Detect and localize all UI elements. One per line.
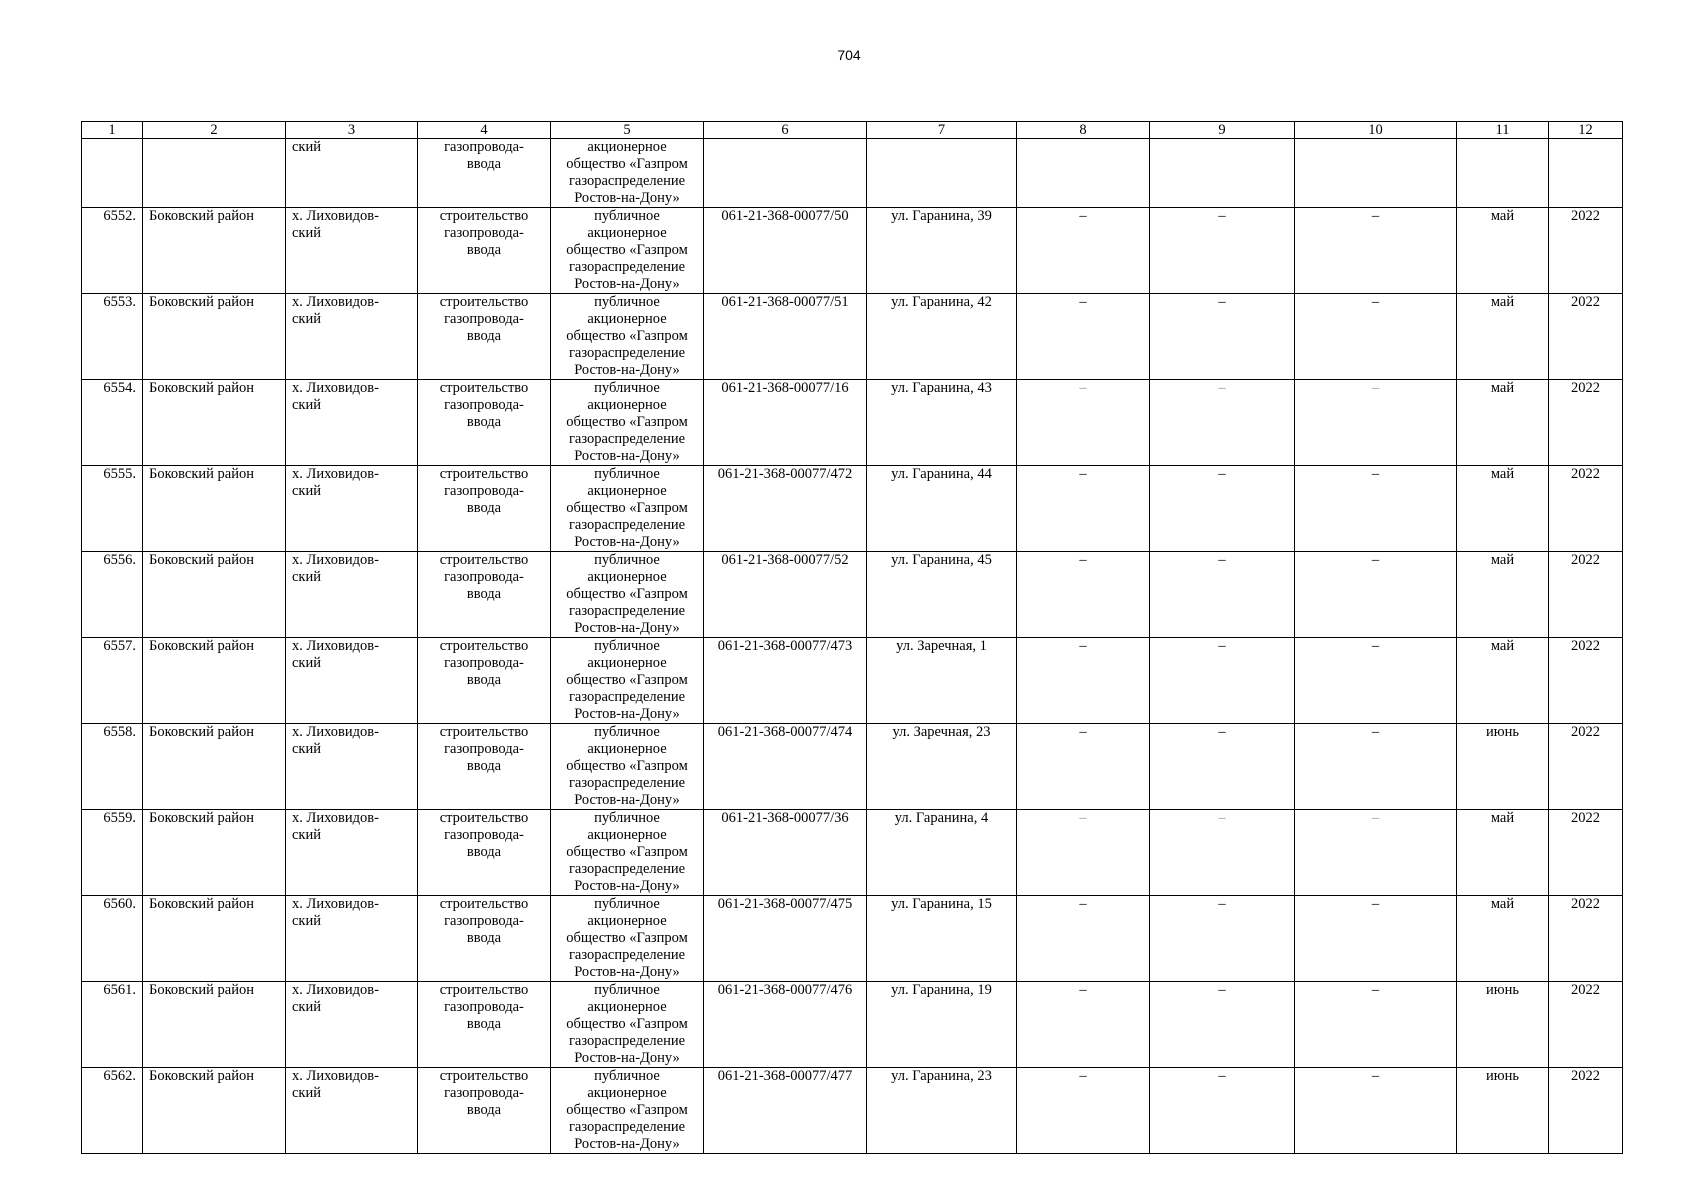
cell-work: строительство газопровода- ввода	[418, 466, 551, 552]
column-header: 12	[1549, 122, 1623, 139]
cell-district: Боковский район	[143, 294, 286, 380]
cell-locality: х. Лиховидов- ский	[286, 638, 418, 724]
cell-work: строительство газопровода- ввода	[418, 810, 551, 896]
table-row	[82, 1068, 1623, 1154]
cell-locality: х. Лиховидов- ский	[286, 724, 418, 810]
cell-col10: –	[1295, 294, 1457, 380]
cell-year: 2022	[1549, 810, 1623, 896]
cell-code: 061-21-368-00077/473	[704, 638, 867, 724]
cell-col10: –	[1295, 810, 1457, 896]
cell-row-number: 6561.	[82, 982, 143, 1068]
cell-organization: акционерное общество «Газпром газораспределение Ростов-на-Дону»	[551, 139, 704, 208]
cell-col8: –	[1017, 208, 1150, 294]
cell-row-number: 6552.	[82, 208, 143, 294]
cell-organization: публичное акционерное общество «Газпром газораспределение Ростов-на-Дону»	[551, 552, 704, 638]
cell-district: Боковский район	[143, 896, 286, 982]
cell-year: 2022	[1549, 466, 1623, 552]
cell-col8: –	[1017, 724, 1150, 810]
cell-col10: –	[1295, 552, 1457, 638]
cell-month: май	[1457, 466, 1549, 552]
cell-row-number: 6562.	[82, 1068, 143, 1154]
cell-col10: –	[1295, 466, 1457, 552]
cell-locality: х. Лиховидов- ский	[286, 208, 418, 294]
header-row	[82, 122, 1623, 139]
cell-address: ул. Гаранина, 15	[867, 896, 1017, 982]
cell-empty	[704, 139, 867, 208]
cell-district: Боковский район	[143, 208, 286, 294]
cell-work: строительство газопровода- ввода	[418, 638, 551, 724]
cell-organization: публичное акционерное общество «Газпром газораспределение Ростов-на-Дону»	[551, 810, 704, 896]
cell-year: 2022	[1549, 638, 1623, 724]
cell-col9: –	[1150, 638, 1295, 724]
cell-row-number: 6559.	[82, 810, 143, 896]
column-header: 9	[1150, 122, 1295, 139]
cell-locality: х. Лиховидов- ский	[286, 552, 418, 638]
cell-year: 2022	[1549, 724, 1623, 810]
cell-locality: х. Лиховидов- ский	[286, 896, 418, 982]
cell-work: строительство газопровода- ввода	[418, 552, 551, 638]
cell-row-number: 6553.	[82, 294, 143, 380]
table-row	[82, 294, 1623, 380]
column-header: 2	[143, 122, 286, 139]
cell-col10: –	[1295, 380, 1457, 466]
cell-empty	[143, 139, 286, 208]
table-row	[82, 810, 1623, 896]
cell-district: Боковский район	[143, 810, 286, 896]
cell-row-number: 6557.	[82, 638, 143, 724]
cell-empty	[867, 139, 1017, 208]
table-row	[82, 552, 1623, 638]
cell-col9: –	[1150, 896, 1295, 982]
column-header: 5	[551, 122, 704, 139]
cell-code: 061-21-368-00077/475	[704, 896, 867, 982]
cell-district: Боковский район	[143, 552, 286, 638]
cell-col9: –	[1150, 552, 1295, 638]
cell-work: строительство газопровода- ввода	[418, 724, 551, 810]
cell-organization: публичное акционерное общество «Газпром газораспределение Ростов-на-Дону»	[551, 1068, 704, 1154]
cell-col10: –	[1295, 896, 1457, 982]
table-row	[82, 724, 1623, 810]
cell-month: май	[1457, 208, 1549, 294]
cell-organization: публичное акционерное общество «Газпром газораспределение Ростов-на-Дону»	[551, 896, 704, 982]
cell-locality: х. Лиховидов- ский	[286, 466, 418, 552]
cell-locality: х. Лиховидов- ский	[286, 380, 418, 466]
cell-col10: –	[1295, 1068, 1457, 1154]
cell-month: июнь	[1457, 724, 1549, 810]
cell-district: Боковский район	[143, 982, 286, 1068]
cell-empty	[1295, 139, 1457, 208]
cell-month: май	[1457, 294, 1549, 380]
cell-address: ул. Гаранина, 39	[867, 208, 1017, 294]
cell-col8: –	[1017, 896, 1150, 982]
registry-table	[81, 121, 1623, 1154]
cell-month: май	[1457, 380, 1549, 466]
table-row	[82, 896, 1623, 982]
table-row	[82, 466, 1623, 552]
cell-code: 061-21-368-00077/476	[704, 982, 867, 1068]
cell-address: ул. Заречная, 23	[867, 724, 1017, 810]
column-header: 10	[1295, 122, 1457, 139]
cell-address: ул. Гаранина, 44	[867, 466, 1017, 552]
cell-col8: –	[1017, 466, 1150, 552]
cell-work: строительство газопровода- ввода	[418, 1068, 551, 1154]
cell-month: июнь	[1457, 982, 1549, 1068]
cell-locality: х. Лиховидов- ский	[286, 810, 418, 896]
cell-col10: –	[1295, 982, 1457, 1068]
cell-year: 2022	[1549, 294, 1623, 380]
cell-col10: –	[1295, 724, 1457, 810]
cell-locality: ский	[286, 139, 418, 208]
cell-empty	[82, 139, 143, 208]
cell-year: 2022	[1549, 208, 1623, 294]
column-header: 6	[704, 122, 867, 139]
cell-locality: х. Лиховидов- ский	[286, 294, 418, 380]
cell-col9: –	[1150, 466, 1295, 552]
cell-organization: публичное акционерное общество «Газпром газораспределение Ростов-на-Дону»	[551, 294, 704, 380]
cell-code: 061-21-368-00077/51	[704, 294, 867, 380]
cell-col9: –	[1150, 1068, 1295, 1154]
cell-code: 061-21-368-00077/474	[704, 724, 867, 810]
cell-district: Боковский район	[143, 724, 286, 810]
cell-col8: –	[1017, 552, 1150, 638]
cell-col9: –	[1150, 380, 1295, 466]
cell-organization: публичное акционерное общество «Газпром газораспределение Ростов-на-Дону»	[551, 466, 704, 552]
cell-locality: х. Лиховидов- ский	[286, 982, 418, 1068]
cell-col8: –	[1017, 294, 1150, 380]
cell-empty	[1017, 139, 1150, 208]
cell-year: 2022	[1549, 1068, 1623, 1154]
column-header: 4	[418, 122, 551, 139]
cell-organization: публичное акционерное общество «Газпром газораспределение Ростов-на-Дону»	[551, 380, 704, 466]
column-header: 8	[1017, 122, 1150, 139]
cell-code: 061-21-368-00077/16	[704, 380, 867, 466]
cell-work: строительство газопровода- ввода	[418, 896, 551, 982]
cell-col10: –	[1295, 208, 1457, 294]
cell-year: 2022	[1549, 552, 1623, 638]
cell-col8: –	[1017, 1068, 1150, 1154]
cell-col9: –	[1150, 810, 1295, 896]
cell-code: 061-21-368-00077/52	[704, 552, 867, 638]
column-header: 3	[286, 122, 418, 139]
cell-year: 2022	[1549, 896, 1623, 982]
cell-code: 061-21-368-00077/50	[704, 208, 867, 294]
cell-organization: публичное акционерное общество «Газпром газораспределение Ростов-на-Дону»	[551, 638, 704, 724]
cell-row-number: 6554.	[82, 380, 143, 466]
cell-row-number: 6555.	[82, 466, 143, 552]
table-row	[82, 380, 1623, 466]
table-row	[82, 638, 1623, 724]
cell-col9: –	[1150, 982, 1295, 1068]
cell-address: ул. Заречная, 1	[867, 638, 1017, 724]
column-header: 1	[82, 122, 143, 139]
cell-work: строительство газопровода- ввода	[418, 294, 551, 380]
cell-code: 061-21-368-00077/477	[704, 1068, 867, 1154]
cell-row-number: 6560.	[82, 896, 143, 982]
cell-empty	[1549, 139, 1623, 208]
cell-col9: –	[1150, 294, 1295, 380]
cell-month: май	[1457, 552, 1549, 638]
cell-code: 061-21-368-00077/472	[704, 466, 867, 552]
cell-district: Боковский район	[143, 1068, 286, 1154]
cell-empty	[1150, 139, 1295, 208]
column-header: 7	[867, 122, 1017, 139]
cell-month: июнь	[1457, 1068, 1549, 1154]
table-row	[82, 982, 1623, 1068]
cell-col8: –	[1017, 982, 1150, 1068]
table-row	[82, 208, 1623, 294]
cell-address: ул. Гаранина, 23	[867, 1068, 1017, 1154]
cell-organization: публичное акционерное общество «Газпром газораспределение Ростов-на-Дону»	[551, 208, 704, 294]
cell-code: 061-21-368-00077/36	[704, 810, 867, 896]
cell-work: строительство газопровода- ввода	[418, 208, 551, 294]
page-number: 704	[837, 47, 861, 63]
cell-month: май	[1457, 810, 1549, 896]
cell-locality: х. Лиховидов- ский	[286, 1068, 418, 1154]
cell-address: ул. Гаранина, 45	[867, 552, 1017, 638]
cell-col8: –	[1017, 638, 1150, 724]
cell-address: ул. Гаранина, 4	[867, 810, 1017, 896]
column-header: 11	[1457, 122, 1549, 139]
cell-district: Боковский район	[143, 466, 286, 552]
cell-work: строительство газопровода- ввода	[418, 982, 551, 1068]
cell-col9: –	[1150, 208, 1295, 294]
continuation-row	[82, 139, 1623, 208]
cell-month: май	[1457, 638, 1549, 724]
cell-address: ул. Гаранина, 19	[867, 982, 1017, 1068]
cell-month: май	[1457, 896, 1549, 982]
cell-district: Боковский район	[143, 380, 286, 466]
cell-organization: публичное акционерное общество «Газпром газораспределение Ростов-на-Дону»	[551, 982, 704, 1068]
cell-empty	[1457, 139, 1549, 208]
cell-work: газопровода- ввода	[418, 139, 551, 208]
cell-year: 2022	[1549, 380, 1623, 466]
cell-district: Боковский район	[143, 638, 286, 724]
cell-col9: –	[1150, 724, 1295, 810]
cell-col8: –	[1017, 810, 1150, 896]
cell-row-number: 6556.	[82, 552, 143, 638]
cell-col8: –	[1017, 380, 1150, 466]
cell-year: 2022	[1549, 982, 1623, 1068]
cell-address: ул. Гаранина, 43	[867, 380, 1017, 466]
cell-row-number: 6558.	[82, 724, 143, 810]
cell-address: ул. Гаранина, 42	[867, 294, 1017, 380]
cell-organization: публичное акционерное общество «Газпром газораспределение Ростов-на-Дону»	[551, 724, 704, 810]
cell-work: строительство газопровода- ввода	[418, 380, 551, 466]
cell-col10: –	[1295, 638, 1457, 724]
